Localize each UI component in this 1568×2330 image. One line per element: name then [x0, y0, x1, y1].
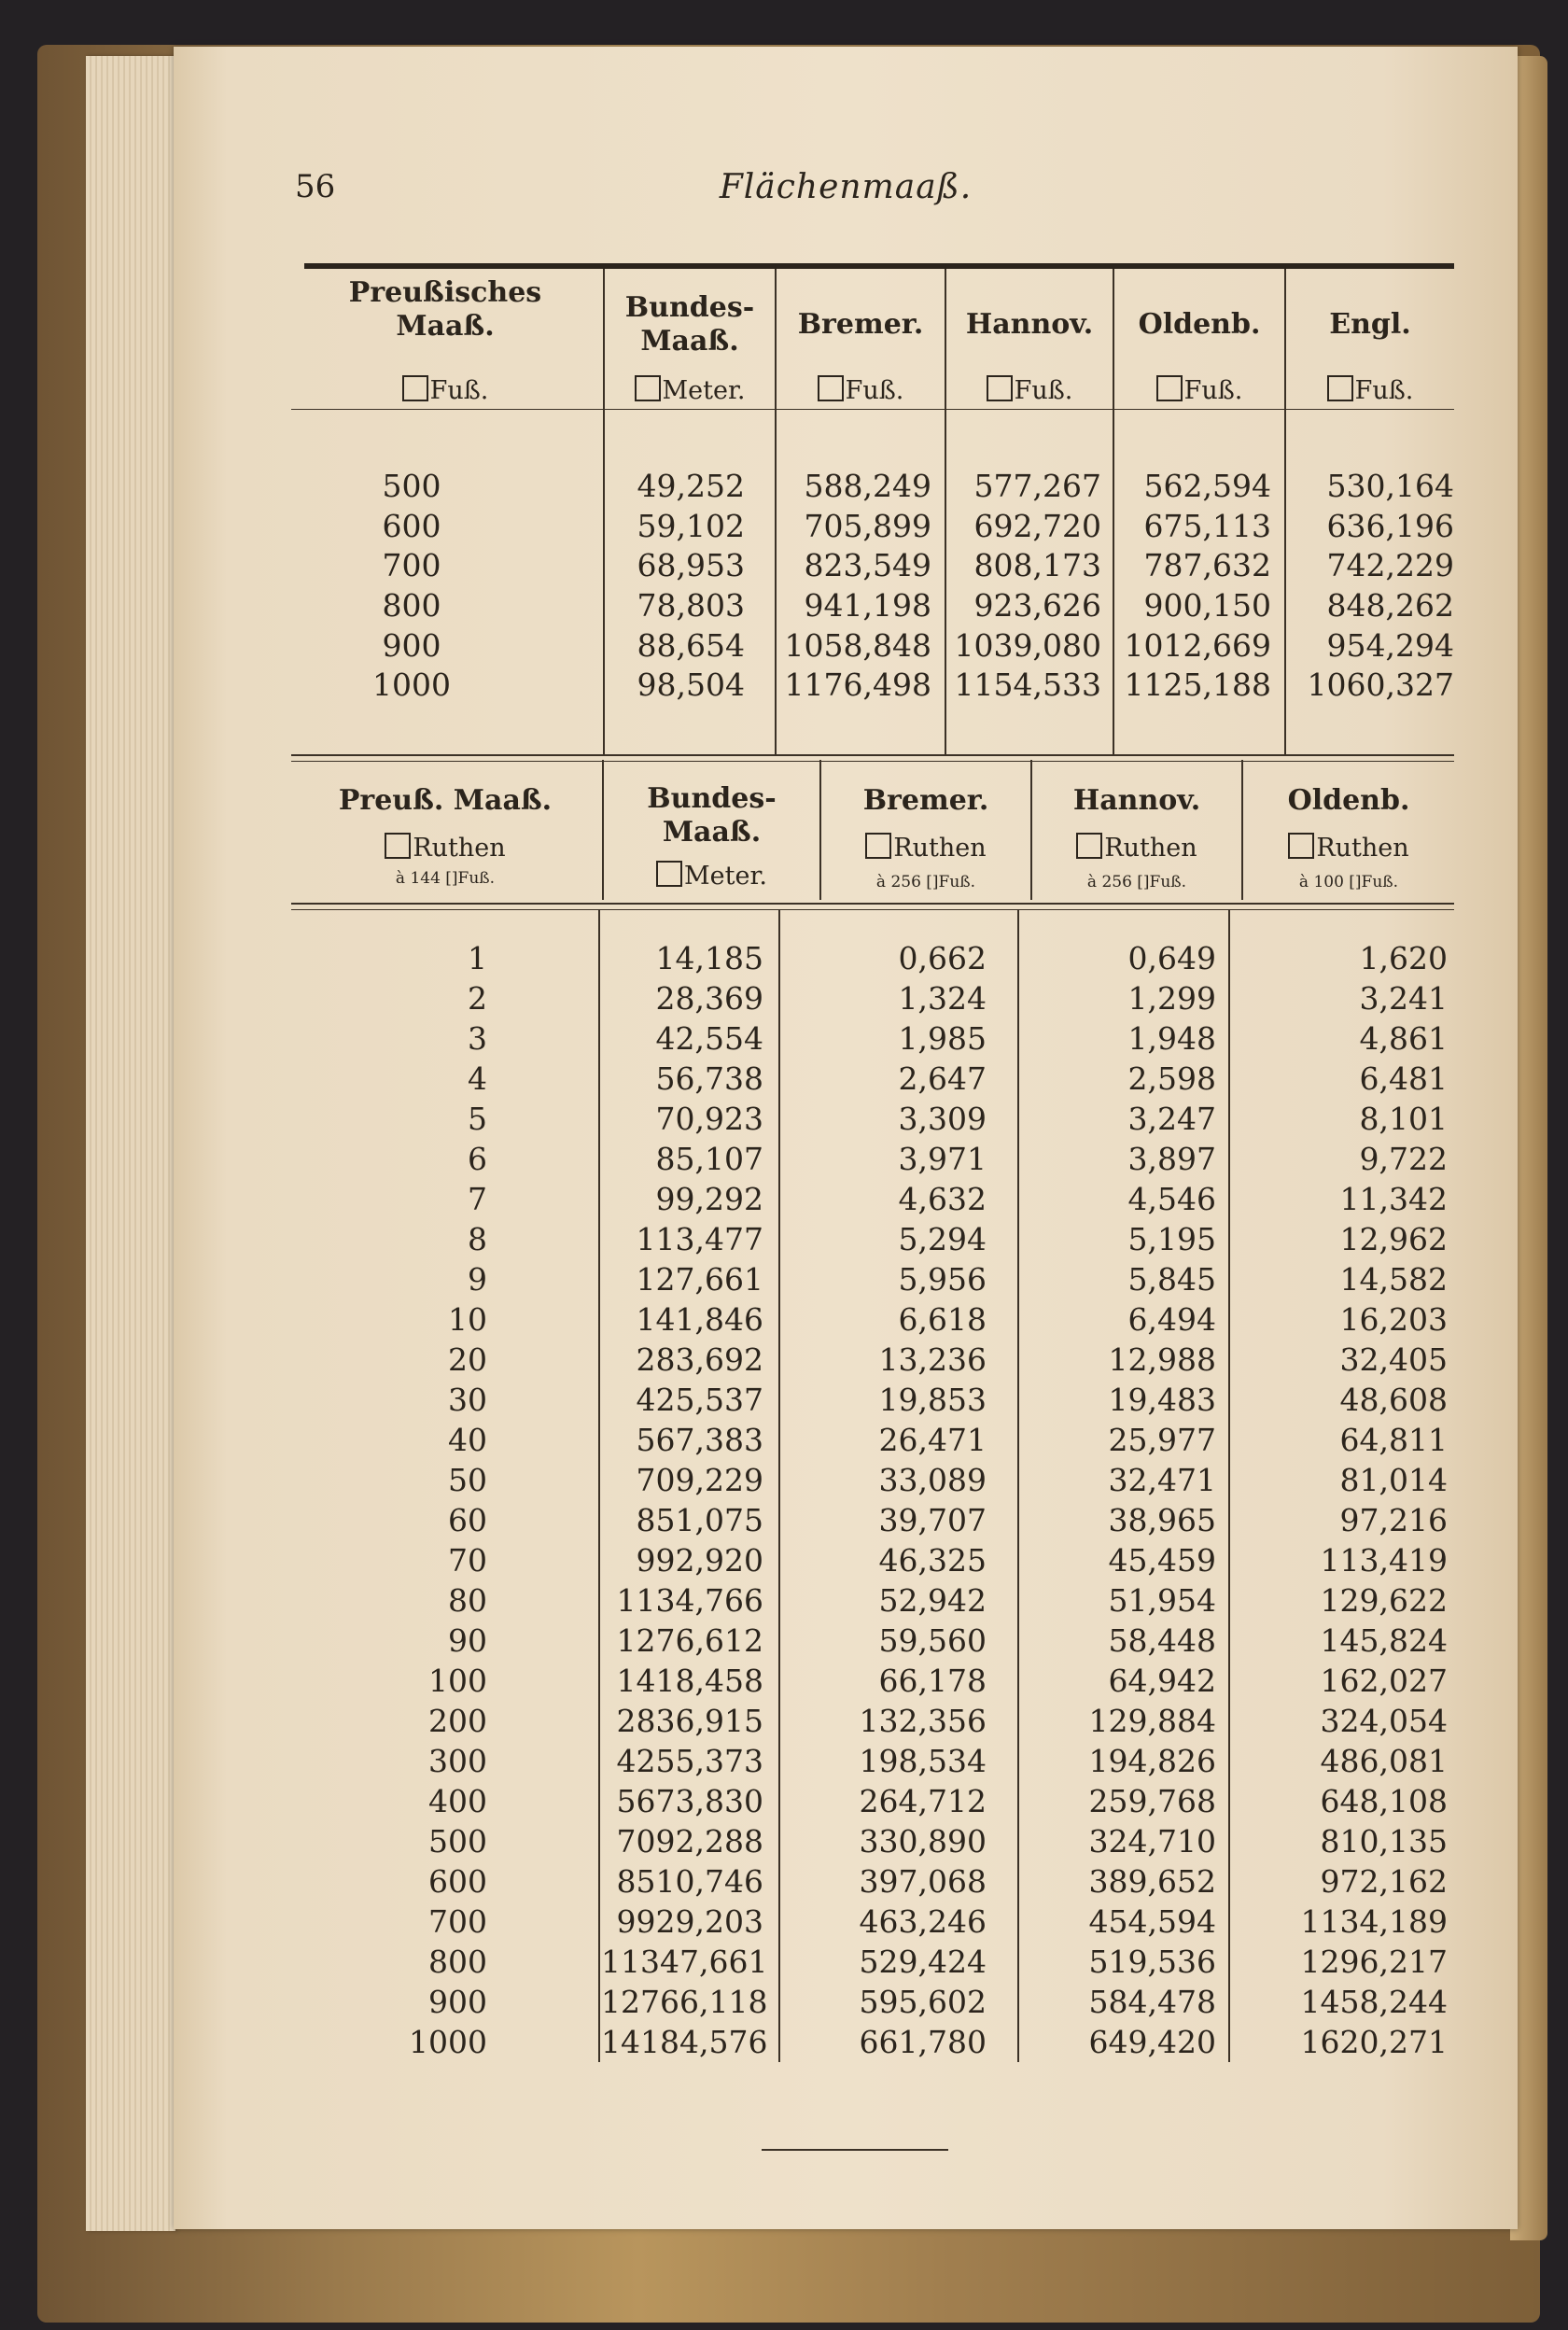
table2-cell: 20 [448, 1341, 487, 1378]
table2-cell: 90 [448, 1622, 487, 1659]
table1-unit-engl: Fuß. [1286, 375, 1454, 405]
table1-header-preussisch: Preußisches Maaß. [348, 276, 542, 343]
table2-cell: 1000 [409, 2024, 487, 2060]
table2-cell: 324,054 [1320, 1703, 1448, 1739]
table2-cell: 1620,271 [1300, 2024, 1448, 2060]
table1-cell: 1176,498 [784, 667, 931, 704]
table2-cell: 810,135 [1320, 1823, 1448, 1860]
table1-cell: 705,899 [804, 507, 931, 544]
table2-cell: 992,920 [636, 1542, 763, 1579]
table1-header-bundes: Bundes- Maaß. [624, 291, 755, 358]
table2-cell: 9 [468, 1261, 487, 1298]
table2-cell: 1,948 [1127, 1020, 1216, 1057]
table2-cell: 1418,458 [616, 1663, 763, 1699]
table1-cell: 808,173 [973, 547, 1101, 584]
table2-cell: 2836,915 [616, 1703, 763, 1739]
table1-cell: 588,249 [804, 468, 931, 504]
table2-column-oldenb [1231, 938, 1448, 2062]
table2-sub-preussisch: à 144 []Fuß. [395, 869, 496, 888]
table2-cell: 12,988 [1108, 1341, 1216, 1378]
table2-cell: 595,602 [859, 1984, 987, 2020]
table2-cell: 6,494 [1127, 1301, 1216, 1338]
table2-sub-hannov: à 256 []Fuß. [1086, 873, 1187, 891]
table2-cell: 39,707 [878, 1502, 987, 1538]
page-title: Flächenmaaß. [719, 168, 973, 206]
table2-cell: 709,229 [636, 1462, 763, 1498]
table2-cell: 454,594 [1088, 1903, 1216, 1940]
table1-cell: 954,294 [1326, 626, 1454, 664]
table1-unit-hannov: Fuß. [946, 375, 1113, 405]
table2-cell: 4,861 [1359, 1020, 1448, 1057]
table2-cell: 3,241 [1359, 980, 1448, 1017]
table2-cell: 12766,118 [601, 1984, 768, 2020]
table2-cell: 46,325 [878, 1542, 987, 1579]
table2-column-bremer [781, 938, 987, 2062]
table2-cell: 26,471 [878, 1422, 987, 1458]
table2-cell: 5,294 [898, 1221, 987, 1257]
table1-cell: 787,632 [1143, 547, 1271, 584]
table2-cell: 81,014 [1339, 1462, 1448, 1498]
table1-header-rule [291, 409, 1454, 410]
table2-cell: 300 [428, 1743, 487, 1779]
table2-cell: 5673,830 [616, 1783, 763, 1819]
table2-cell: 1,985 [898, 1020, 987, 1057]
table1-cell: 49,252 [637, 468, 745, 504]
table1-cell: 1000 [372, 667, 451, 704]
table2-cell: 14184,576 [601, 2024, 768, 2060]
table2-cell: 649,420 [1088, 2024, 1216, 2060]
table2-cell: 66,178 [878, 1663, 987, 1699]
table2-cell: 3 [468, 1020, 487, 1057]
table2-cell: 4,546 [1127, 1181, 1216, 1217]
table2-cell: 132,356 [859, 1703, 987, 1739]
table1-cell: 848,262 [1326, 587, 1454, 625]
table2-cell: 40 [448, 1422, 487, 1458]
table2-cell: 48,608 [1339, 1382, 1448, 1418]
table2-header-oldenb: Oldenb. [1287, 784, 1410, 817]
table2-cell: 972,162 [1320, 1863, 1448, 1900]
table2-cell: 58,448 [1108, 1622, 1216, 1659]
table2-header-preussisch: Preuß. Maaß. [338, 784, 553, 817]
table2-header-rule [291, 903, 1454, 910]
table1-cell: 941,198 [804, 587, 931, 625]
table2-divider [1228, 910, 1230, 2062]
table1-cell: 500 [382, 468, 441, 504]
table2-cell: 700 [428, 1903, 487, 1940]
table2-cell: 59,560 [878, 1622, 987, 1659]
table2-cell: 519,536 [1088, 1944, 1216, 1980]
table1-column-bundes [605, 467, 745, 706]
table2-cell: 200 [428, 1703, 487, 1739]
table2-cell: 85,107 [655, 1141, 763, 1177]
table2-cell: 397,068 [859, 1863, 987, 1900]
table2-cell: 12,962 [1339, 1221, 1448, 1257]
table1-column-preussisch [304, 467, 519, 706]
table2-cell: 283,692 [636, 1341, 763, 1378]
table2-cell: 3,971 [898, 1141, 987, 1177]
table2-cell: 7 [468, 1181, 487, 1217]
table2-cell: 52,942 [878, 1582, 987, 1619]
page-number: 56 [295, 168, 336, 205]
table2-cell: 45,459 [1108, 1542, 1216, 1579]
table2-cell: 19,853 [878, 1382, 987, 1418]
table2-cell: 5,195 [1127, 1221, 1216, 1257]
table2-cell: 10 [448, 1301, 487, 1338]
table2-unit-bremer: Ruthen [821, 833, 1030, 863]
table2-cell: 1 [468, 940, 487, 976]
table1-header-engl: Engl. [1329, 308, 1411, 341]
table2-cell: 1296,217 [1300, 1944, 1448, 1980]
table1-header-bremer: Bremer. [797, 308, 924, 341]
table1-cell: 577,267 [973, 468, 1101, 504]
table1-cell: 68,953 [637, 547, 745, 584]
table2-cell: 80 [448, 1582, 487, 1619]
table2-cell: 3,247 [1127, 1101, 1216, 1137]
table1-cell: 692,720 [973, 507, 1101, 544]
table2-cell: 0,649 [1127, 940, 1216, 976]
table2-cell: 500 [428, 1823, 487, 1860]
table1-cell: 88,654 [637, 626, 745, 664]
table1-top-rule [304, 263, 1454, 269]
table1-cell: 700 [382, 547, 441, 584]
table1-cell: 59,102 [637, 507, 745, 544]
table2-cell: 4 [468, 1060, 487, 1097]
book-page [174, 47, 1518, 2229]
table1-unit-preussisch: Fuß. [291, 375, 599, 405]
table2-cell: 113,477 [636, 1221, 763, 1257]
table1-cell: 742,229 [1326, 547, 1454, 584]
table2-cell: 0,662 [898, 940, 987, 976]
table2-cell: 100 [428, 1663, 487, 1699]
table1-cell: 1039,080 [954, 626, 1101, 664]
table2-cell: 32,405 [1339, 1341, 1448, 1378]
table2-cell: 70 [448, 1542, 487, 1579]
table2-cell: 851,075 [636, 1502, 763, 1538]
table2-cell: 1,299 [1127, 980, 1216, 1017]
table2-cell: 97,216 [1339, 1502, 1448, 1538]
table2-cell: 463,246 [859, 1903, 987, 1940]
table2-cell: 259,768 [1088, 1783, 1216, 1819]
table2-top-rule [291, 754, 1454, 762]
table2-cell: 145,824 [1320, 1622, 1448, 1659]
table2-cell: 1134,766 [616, 1582, 763, 1619]
table2-cell: 3,897 [1127, 1141, 1216, 1177]
table2-cell: 661,780 [859, 2024, 987, 2060]
table2-cell: 99,292 [655, 1181, 763, 1217]
table1-unit-bremer: Fuß. [777, 375, 945, 405]
table1-header-hannov: Hannov. [965, 308, 1094, 341]
table2-sub-bremer: à 256 []Fuß. [875, 873, 976, 891]
table1-column-oldenb [1114, 467, 1271, 706]
table2-column-hannov [1020, 938, 1216, 2062]
table2-cell: 5 [468, 1101, 487, 1137]
table2-cell: 25,977 [1108, 1422, 1216, 1458]
table2-cell: 56,738 [655, 1060, 763, 1097]
page-stack-edges [86, 56, 175, 2231]
table2-cell: 129,622 [1320, 1582, 1448, 1619]
table2-cell: 33,089 [878, 1462, 987, 1498]
table2-cell: 5,845 [1127, 1261, 1216, 1298]
table1-cell: 1012,669 [1124, 626, 1271, 664]
table2-unit-hannov: Ruthen [1032, 833, 1241, 863]
table1-column-hannov [946, 467, 1101, 706]
table2-cell: 1,324 [898, 980, 987, 1017]
table2-cell: 600 [428, 1863, 487, 1900]
table1-unit-oldenb: Fuß. [1114, 375, 1284, 405]
table2-cell: 6,618 [898, 1301, 987, 1338]
table1-cell: 1154,533 [954, 667, 1101, 704]
table1-cell: 1060,327 [1307, 667, 1454, 704]
table2-cell: 113,419 [1320, 1542, 1448, 1579]
table1-unit-bundes: Meter. [605, 375, 775, 405]
table2-cell: 5,956 [898, 1261, 987, 1298]
table2-cell: 2,598 [1127, 1060, 1216, 1097]
table2-cell: 400 [428, 1783, 487, 1819]
table2-cell: 6,481 [1359, 1060, 1448, 1097]
table2-cell: 64,811 [1339, 1422, 1448, 1458]
table1-cell: 1058,848 [784, 626, 931, 664]
table2-cell: 486,081 [1320, 1743, 1448, 1779]
table2-divider [778, 910, 780, 2062]
table2-header-bundes: Bundes- Maaß. [647, 782, 777, 849]
table2-cell: 141,846 [636, 1301, 763, 1338]
table2-cell: 324,710 [1088, 1823, 1216, 1860]
table2-cell: 800 [428, 1944, 487, 1980]
table2-unit-preussisch: Ruthen [291, 833, 599, 863]
table2-cell: 8,101 [1359, 1101, 1448, 1137]
table2-cell: 648,108 [1320, 1783, 1448, 1819]
table1-cell: 562,594 [1143, 468, 1271, 504]
table2-cell: 13,236 [878, 1341, 987, 1378]
table2-cell: 1134,189 [1300, 1903, 1448, 1940]
footer-rule [762, 2149, 948, 2151]
table1-cell: 900 [382, 626, 441, 664]
table1-cell: 530,164 [1326, 468, 1454, 504]
table1-column-engl [1286, 467, 1454, 706]
table1-cell: 823,549 [804, 547, 931, 584]
table2-cell: 389,652 [1088, 1863, 1216, 1900]
table2-header-bremer: Bremer. [862, 784, 989, 817]
table1-cell: 600 [382, 507, 441, 544]
table2-cell: 4255,373 [616, 1743, 763, 1779]
table2-cell: 11,342 [1339, 1181, 1448, 1217]
table2-cell: 30 [448, 1382, 487, 1418]
table2-cell: 6 [468, 1141, 487, 1177]
table2-cell: 3,309 [898, 1101, 987, 1137]
table2-cell: 330,890 [859, 1823, 987, 1860]
table2-cell: 14,185 [655, 940, 763, 976]
table2-cell: 127,661 [636, 1261, 763, 1298]
table2-cell: 425,537 [636, 1382, 763, 1418]
table2-column-bundes [601, 938, 768, 2062]
table2-cell: 8510,746 [616, 1863, 763, 1900]
table2-cell: 1276,612 [616, 1622, 763, 1659]
table2-cell: 11347,661 [601, 1944, 768, 1980]
table2-cell: 567,383 [636, 1422, 763, 1458]
table1-column-bremer [777, 467, 931, 706]
table2-cell: 16,203 [1339, 1301, 1448, 1338]
table2-cell: 7092,288 [616, 1823, 763, 1860]
table2-sub-oldenb: à 100 []Fuß. [1298, 873, 1399, 891]
table2-cell: 584,478 [1088, 1984, 1216, 2020]
table2-cell: 264,712 [859, 1783, 987, 1819]
table1-cell: 98,504 [637, 667, 745, 704]
table1-cell: 1125,188 [1124, 667, 1271, 704]
table2-cell: 194,826 [1088, 1743, 1216, 1779]
table2-cell: 19,483 [1108, 1382, 1216, 1418]
table2-cell: 70,923 [655, 1101, 763, 1137]
table2-divider [598, 910, 600, 2062]
table2-cell: 2 [468, 980, 487, 1017]
table2-cell: 42,554 [655, 1020, 763, 1057]
table2-cell: 9,722 [1359, 1141, 1448, 1177]
table1-header-oldenb: Oldenb. [1138, 308, 1261, 341]
table2-cell: 60 [448, 1502, 487, 1538]
table2-cell: 9929,203 [616, 1903, 763, 1940]
table2-cell: 14,582 [1339, 1261, 1448, 1298]
table2-cell: 162,027 [1320, 1663, 1448, 1699]
table2-cell: 198,534 [859, 1743, 987, 1779]
table2-cell: 32,471 [1108, 1462, 1216, 1498]
table2-cell: 28,369 [655, 980, 763, 1017]
table2-cell: 38,965 [1108, 1502, 1216, 1538]
table1-cell: 800 [382, 587, 441, 625]
table2-cell: 900 [428, 1984, 487, 2020]
table1-cell: 675,113 [1143, 507, 1271, 544]
table2-cell: 129,884 [1088, 1703, 1216, 1739]
table1-cell: 78,803 [637, 587, 745, 625]
table2-divider [1017, 910, 1019, 2062]
table2-cell: 1458,244 [1300, 1984, 1448, 2020]
table2-cell: 8 [468, 1221, 487, 1257]
table2-column-preussisch [304, 938, 487, 2062]
table2-cell: 50 [448, 1462, 487, 1498]
table2-cell: 64,942 [1108, 1663, 1216, 1699]
table2-unit-oldenb: Ruthen [1243, 833, 1454, 863]
table2-cell: 51,954 [1108, 1582, 1216, 1619]
table2-header-hannov: Hannov. [1072, 784, 1201, 817]
table2-cell: 4,632 [898, 1181, 987, 1217]
table2-cell: 1,620 [1359, 940, 1448, 976]
table2-unit-bundes: Meter. [604, 861, 819, 891]
table2-cell: 529,424 [859, 1944, 987, 1980]
table1-cell: 636,196 [1326, 507, 1454, 544]
table1-cell: 900,150 [1143, 587, 1271, 625]
table1-cell: 923,626 [973, 587, 1101, 625]
table2-cell: 2,647 [898, 1060, 987, 1097]
